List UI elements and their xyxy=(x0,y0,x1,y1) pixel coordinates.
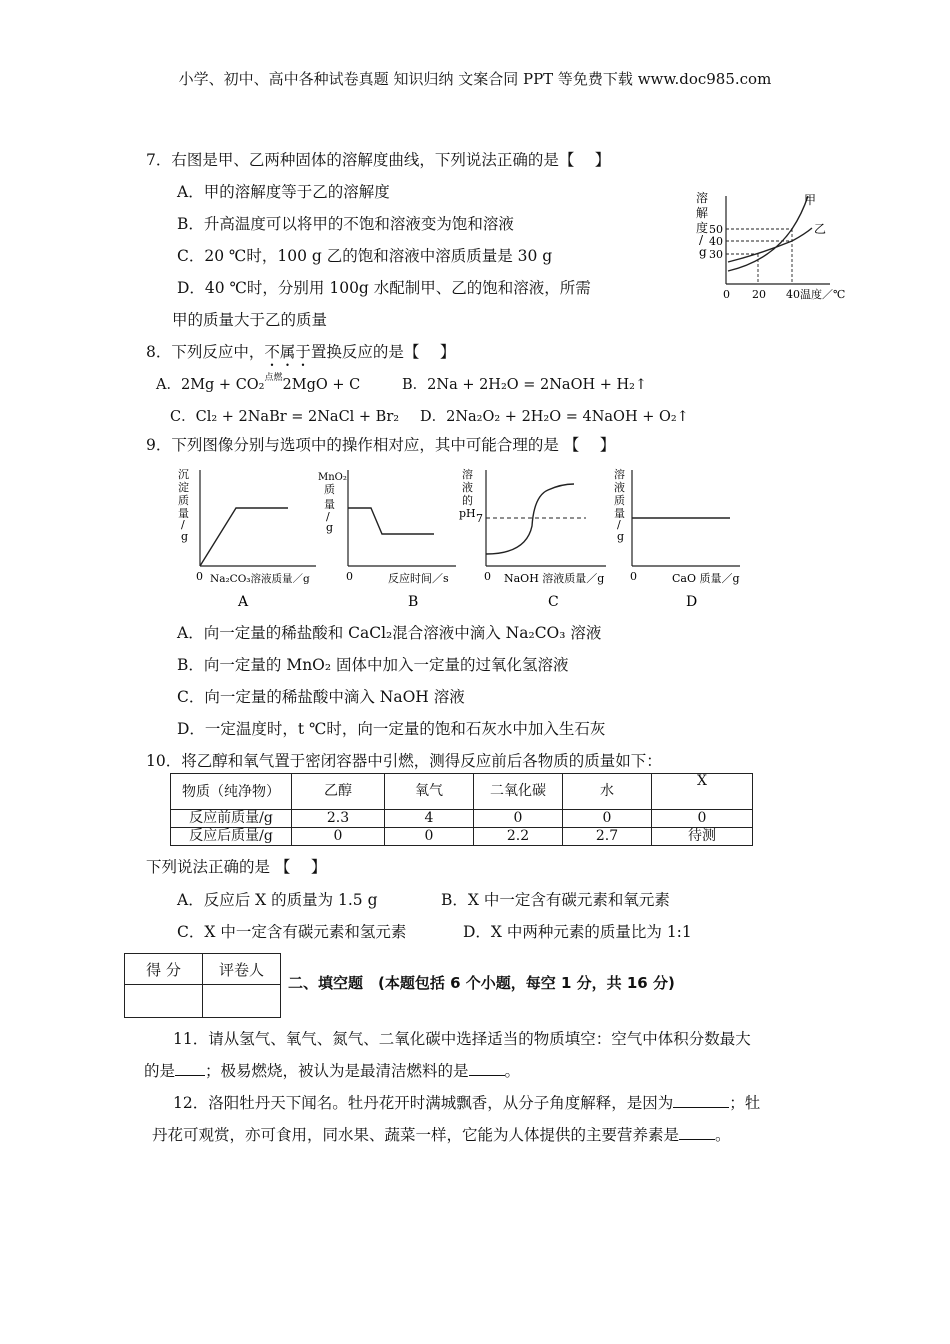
q7-option-d-cont: 甲的质量大于乙的质量 xyxy=(172,311,328,329)
svg-text:的: 的 xyxy=(462,494,473,507)
svg-text:CaO 质量／g: CaO 质量／g xyxy=(672,572,740,585)
q10-option-a: A．反应后 X 的质量为 1.5 g xyxy=(177,891,378,909)
q12-blank-1[interactable] xyxy=(673,1093,729,1108)
q12-line1: 12．洛阳牡丹天下闻名。牡丹花开时满城飘香，从分子角度解释，是因为 ；牡 xyxy=(173,1094,761,1112)
q7-xtick-40: 40 xyxy=(786,288,800,301)
q7-series-yi: 乙 xyxy=(814,222,827,236)
q11-blank-1[interactable] xyxy=(175,1061,205,1076)
svg-text:g: g xyxy=(326,521,334,534)
q7-ylabel-3: / xyxy=(699,233,704,247)
svg-text:NaOH 溶液质量／g: NaOH 溶液质量／g xyxy=(504,572,605,585)
q8-option-c: C．Cl₂ + 2NaBr = 2NaCl + Br₂ xyxy=(170,409,400,425)
svg-text:液: 液 xyxy=(462,481,473,494)
q10-option-c: C．X 中一定含有碳元素和氢元素 xyxy=(177,923,407,941)
q7-xlabel: 温度／℃ xyxy=(800,288,846,301)
q8-option-a: A．2Mg + CO₂$^{点燃}$2MgO + C xyxy=(156,373,361,393)
q7-ytick-50: 50 xyxy=(709,223,723,236)
score-box xyxy=(124,953,281,1018)
q10-ask: 下列说法正确的是 【 】 xyxy=(146,858,327,876)
q10-header-4: 水 xyxy=(563,774,652,810)
svg-text:溶: 溶 xyxy=(614,468,625,481)
svg-text:量: 量 xyxy=(324,498,335,511)
q10-header-3: 二氧化碳 xyxy=(474,774,563,810)
graph-b xyxy=(316,466,466,611)
q10-header-2: 氧气 xyxy=(385,774,474,810)
graph-b-letter: B xyxy=(408,594,419,610)
score-cell[interactable] xyxy=(125,985,203,1018)
svg-text:沉: 沉 xyxy=(178,468,189,481)
svg-text:7: 7 xyxy=(476,512,483,525)
q7-option-d: D．40 ℃时，分别用 100g 水配制甲、乙的饱和溶液，所需 xyxy=(177,279,591,297)
q7-ytick-40: 40 xyxy=(709,235,723,248)
svg-text:质: 质 xyxy=(614,494,625,507)
svg-text:Na₂CO₃溶液质量／g: Na₂CO₃溶液质量／g xyxy=(210,573,310,585)
graph-d xyxy=(606,466,756,611)
section-2-title: 二、填空题 (本题包括 6 个小题，每空 1 分，共 16 分) xyxy=(288,974,675,992)
q9-stem: 9．下列图像分别与选项中的操作相对应，其中可能合理的是 【 】 xyxy=(146,436,616,454)
q8-option-b: B．2Na + 2H₂O = 2NaOH + H₂↑ xyxy=(402,377,648,393)
solubility-chart xyxy=(690,186,860,304)
grader-label: 评卷人 xyxy=(203,954,281,985)
q12-blank-2[interactable] xyxy=(679,1125,715,1140)
q12-line2: 丹花可观赏，亦可食用，同水果、蔬菜一样，它能为人体提供的主要营养素是 。 xyxy=(152,1126,731,1144)
q9-option-b: B．向一定量的 MnO₂ 固体中加入一定量的过氧化氢溶液 xyxy=(177,656,569,674)
svg-text:反应时间／s: 反应时间／s xyxy=(388,572,449,585)
svg-text:g: g xyxy=(617,530,625,543)
svg-text:0: 0 xyxy=(346,570,353,583)
q7-option-b: B．升高温度可以将甲的不饱和溶液变为饱和溶液 xyxy=(177,215,514,233)
q9-option-d: D．一定温度时，t ℃时，向一定量的饱和石灰水中加入生石灰 xyxy=(177,720,606,738)
score-label: 得 分 xyxy=(125,954,203,985)
svg-text:质: 质 xyxy=(324,483,335,496)
graph-c xyxy=(456,466,616,611)
q11-line1: 11．请从氢气、氧气、氮气、二氧化碳中选择适当的物质填空：空气中体积分数最大 xyxy=(173,1030,751,1048)
svg-text:0: 0 xyxy=(484,570,491,583)
q7-ylabel-0: 溶 xyxy=(696,191,709,205)
svg-text:液: 液 xyxy=(614,481,625,494)
q11-line2: 的是 ；极易燃烧，被认为是最清洁燃料的是 。 xyxy=(144,1062,521,1080)
graph-a xyxy=(176,466,326,611)
svg-text:质: 质 xyxy=(178,494,189,507)
q10-header-1: 乙醇 xyxy=(292,774,385,810)
grader-cell[interactable] xyxy=(203,985,281,1018)
q7-ylabel-2: 度 xyxy=(696,221,709,235)
q7-series-jia: 甲 xyxy=(804,193,817,207)
curve-yi xyxy=(728,228,812,262)
q7-xtick-0: 0 xyxy=(723,288,730,301)
q10-header-0: 物质（纯净物） xyxy=(171,774,292,810)
q7-option-c: C．20 ℃时，100 g 乙的饱和溶液中溶质质量是 30 g xyxy=(177,247,553,265)
q9-option-a: A．向一定量的稀盐酸和 CaCl₂混合溶液中滴入 Na₂CO₃ 溶液 xyxy=(177,624,602,642)
q9-option-c: C．向一定量的稀盐酸中滴入 NaOH 溶液 xyxy=(177,688,465,706)
svg-text:0: 0 xyxy=(630,570,637,583)
q8-stem: 8．下列反应中，不属于置换反应的是【 】 xyxy=(146,343,456,361)
svg-text:g: g xyxy=(181,530,189,543)
q10-option-b: B．X 中一定含有碳元素和氧元素 xyxy=(441,891,670,909)
graph-d-letter: D xyxy=(686,594,698,610)
q7-xtick-20: 20 xyxy=(752,288,766,301)
q10-option-d: D．X 中两种元素的质量比为 1:1 xyxy=(463,923,692,941)
curve-jia xyxy=(728,196,808,271)
q8-option-d: D．2Na₂O₂ + 2H₂O = 4NaOH + O₂↑ xyxy=(420,409,689,425)
svg-text:溶: 溶 xyxy=(462,468,473,481)
q7-ylabel-1: 解 xyxy=(696,206,709,220)
svg-text:pH: pH xyxy=(459,507,476,520)
q10-header-5: X xyxy=(652,774,753,810)
q7-ytick-30: 30 xyxy=(709,248,723,261)
q7-ylabel-4: g xyxy=(699,245,707,259)
q7-option-a: A．甲的溶解度等于乙的溶解度 xyxy=(177,183,390,201)
graph-c-letter: C xyxy=(548,594,559,610)
svg-text:/: / xyxy=(326,510,330,523)
q10-stem: 10．将乙醇和氧气置于密闭容器中引燃，测得反应前后各物质的质量如下： xyxy=(146,752,662,770)
graph-a-letter: A xyxy=(238,594,249,610)
svg-text:量: 量 xyxy=(178,507,189,520)
svg-text:MnO₂: MnO₂ xyxy=(318,472,347,483)
svg-text:/: / xyxy=(181,518,185,531)
svg-text:淀: 淀 xyxy=(178,481,189,494)
svg-text:/: / xyxy=(617,518,621,531)
svg-text:0: 0 xyxy=(196,570,203,583)
q11-blank-2[interactable] xyxy=(469,1061,505,1076)
page-header: 小学、初中、高中各种试卷真题 知识归纳 文案合同 PPT 等免费下载 www.doc985.com xyxy=(178,70,772,88)
q10-table: 物质（纯净物） 乙醇 氧气 二氧化碳 水 X 反应前质量/g 2.3 4 0 0 0 反应后质量/g 0 0 2.2 2.7 待测 xyxy=(170,773,753,846)
svg-text:量: 量 xyxy=(614,507,625,520)
q7-stem: 7．右图是甲、乙两种固体的溶解度曲线，下列说法正确的是【 】 xyxy=(146,151,611,169)
